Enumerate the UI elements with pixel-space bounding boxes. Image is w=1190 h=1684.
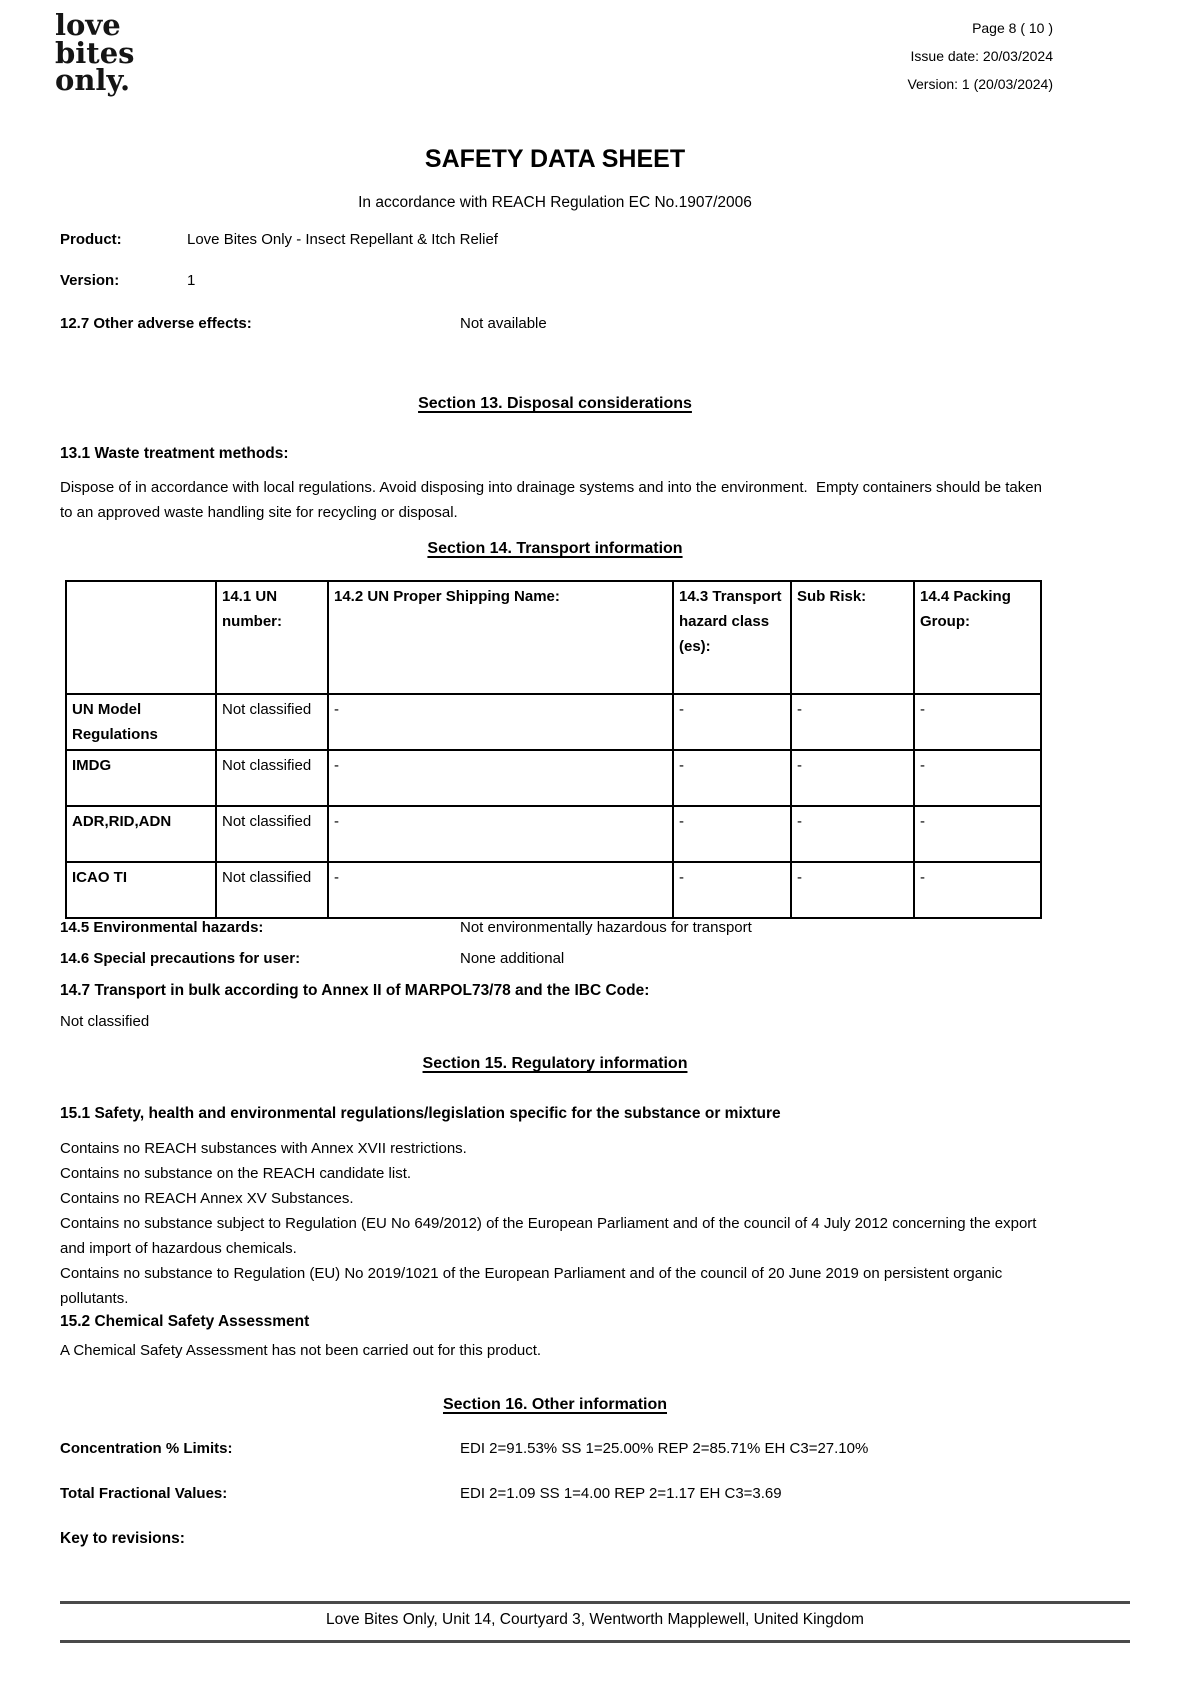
footer-rule-bottom bbox=[60, 1640, 1130, 1643]
table-row bbox=[66, 694, 1041, 750]
row-label-cell: ICAO TI bbox=[66, 862, 216, 918]
adverse-effects-row bbox=[60, 315, 1050, 332]
table-cell: Not classified bbox=[216, 694, 328, 750]
table-cell: Not classified bbox=[216, 806, 328, 862]
header-cell-shipping-name: 14.2 UN Proper Shipping Name: bbox=[328, 581, 673, 694]
bulk-transport-value: Not classified bbox=[60, 1013, 150, 1030]
row-label-cell: UN Model Regulations bbox=[66, 694, 216, 750]
concentration-limits-value: EDI 2=91.53% SS 1=25.00% REP 2=85.71% EH C3=27.10% bbox=[460, 1440, 869, 1457]
table-cell: - bbox=[673, 806, 791, 862]
version-value: 1 bbox=[187, 272, 196, 289]
transport-table-header-row bbox=[66, 581, 1041, 694]
version-info: Version: 1 (20/03/2024) bbox=[907, 76, 1053, 92]
env-hazards-row bbox=[60, 919, 1050, 936]
section-16-heading: Section 16. Other information bbox=[442, 1396, 668, 1413]
env-hazards-label: 14.5 Environmental hazards: bbox=[60, 919, 264, 936]
waste-methods-text: Dispose of in accordance with local regulations. Avoid disposing into drainage systems and into the environment. Empty containers should be taken to an approved waste handling site for recycling or disposal. bbox=[60, 479, 1047, 521]
transport-table-body bbox=[66, 694, 1041, 918]
header-cell-hazard-class: 14.3 Transport hazard class (es): bbox=[673, 581, 791, 694]
version-label: Version: bbox=[60, 272, 120, 289]
regulatory-statement: Contains no REACH Annex XV Substances. bbox=[60, 1190, 354, 1207]
header-cell-packing-group: 14.4 Packing Group: bbox=[914, 581, 1041, 694]
precautions-row bbox=[60, 950, 1050, 967]
header-cell-blank bbox=[66, 581, 216, 694]
csa-subheading: 15.2 Chemical Safety Assessment bbox=[60, 1313, 310, 1330]
regulatory-statement: Contains no substance subject to Regulation (EU No 649/2012) of the European Parliament and of the council of 4 July 2012 concerning the export and import of hazardous chemicals. bbox=[60, 1215, 1037, 1257]
product-label: Product: bbox=[60, 231, 122, 248]
section-13-heading: Section 13. Disposal considerations bbox=[418, 395, 692, 412]
regulations-subheading: 15.1 Safety, health and environmental regulations/legislation specific for the substance or mixture bbox=[60, 1105, 781, 1122]
regulatory-statement: Contains no substance on the REACH candidate list. bbox=[60, 1165, 412, 1182]
revisions-heading: Key to revisions: bbox=[60, 1530, 185, 1547]
regulatory-statement: Contains no substance to Regulation (EU) No 2019/1021 of the European Parliament and of the council of 20 June 2019 on persistent organic pollutants. bbox=[60, 1265, 1003, 1307]
fractional-values-value: EDI 2=1.09 SS 1=4.00 REP 2=1.17 EH C3=3.69 bbox=[460, 1485, 782, 1502]
issue-date: Issue date: 20/03/2024 bbox=[910, 48, 1053, 64]
brand-logo bbox=[55, 8, 135, 98]
csa-text: A Chemical Safety Assessment has not been carried out for this product. bbox=[60, 1342, 542, 1359]
table-cell: Not classified bbox=[216, 750, 328, 806]
document-title: SAFETY DATA SHEET bbox=[424, 145, 686, 173]
fractional-values-row bbox=[60, 1485, 1050, 1502]
footer-address: Love Bites Only, Unit 14, Courtyard 3, Wentworth Mapplewell, United Kingdom bbox=[326, 1611, 864, 1628]
row-label-cell: IMDG bbox=[66, 750, 216, 806]
regulatory-statement: Contains no REACH substances with Annex XVII restrictions. bbox=[60, 1140, 467, 1157]
table-cell: - bbox=[328, 750, 673, 806]
table-cell: - bbox=[914, 862, 1041, 918]
concentration-limits-row bbox=[60, 1440, 1050, 1457]
header-cell-un-number: 14.1 UN number: bbox=[216, 581, 328, 694]
precautions-value: None additional bbox=[460, 950, 565, 967]
table-cell: - bbox=[914, 750, 1041, 806]
table-cell: - bbox=[673, 694, 791, 750]
logo-line-1: love bbox=[55, 8, 121, 42]
table-cell: - bbox=[791, 694, 914, 750]
table-cell: - bbox=[328, 806, 673, 862]
table-cell: - bbox=[914, 694, 1041, 750]
precautions-label: 14.6 Special precautions for user: bbox=[60, 950, 301, 967]
header-cell-sub-risk: Sub Risk: bbox=[791, 581, 914, 694]
table-cell: - bbox=[673, 750, 791, 806]
table-cell: - bbox=[791, 862, 914, 918]
table-cell: - bbox=[328, 694, 673, 750]
table-row bbox=[66, 806, 1041, 862]
logo-line-2: bites bbox=[55, 35, 135, 70]
table-cell: - bbox=[914, 806, 1041, 862]
env-hazards-value: Not environmentally hazardous for transport bbox=[460, 919, 752, 936]
transport-table bbox=[65, 580, 1042, 919]
section-15-heading: Section 15. Regulatory information bbox=[422, 1055, 688, 1072]
version-row bbox=[60, 272, 1050, 289]
footer-rule-top bbox=[60, 1601, 1130, 1604]
table-cell: Not classified bbox=[216, 862, 328, 918]
product-value: Love Bites Only - Insect Repellant & Itch Relief bbox=[187, 231, 498, 248]
table-row bbox=[66, 862, 1041, 918]
section-14-heading: Section 14. Transport information bbox=[427, 540, 683, 557]
adverse-effects-label: 12.7 Other adverse effects: bbox=[60, 315, 252, 332]
waste-methods-heading: 13.1 Waste treatment methods: bbox=[60, 445, 289, 462]
adverse-effects-value: Not available bbox=[460, 315, 547, 332]
document-subtitle: In accordance with REACH Regulation EC No.1907/2006 bbox=[358, 194, 752, 211]
regulatory-statements bbox=[60, 1136, 1050, 1311]
page-number: Page 8 ( 10 ) bbox=[972, 20, 1053, 36]
row-label-cell: ADR,RID,ADN bbox=[66, 806, 216, 862]
table-cell: - bbox=[791, 806, 914, 862]
product-row bbox=[60, 231, 1050, 248]
bulk-transport-heading: 14.7 Transport in bulk according to Annex II of MARPOL73/78 and the IBC Code: bbox=[60, 982, 650, 999]
table-row bbox=[66, 750, 1041, 806]
table-cell: - bbox=[791, 750, 914, 806]
table-cell: - bbox=[673, 862, 791, 918]
concentration-limits-label: Concentration % Limits: bbox=[60, 1440, 233, 1457]
fractional-values-label: Total Fractional Values: bbox=[60, 1485, 228, 1502]
logo-line-3: only. bbox=[55, 63, 131, 98]
header-meta bbox=[907, 14, 1053, 98]
table-cell: - bbox=[328, 862, 673, 918]
